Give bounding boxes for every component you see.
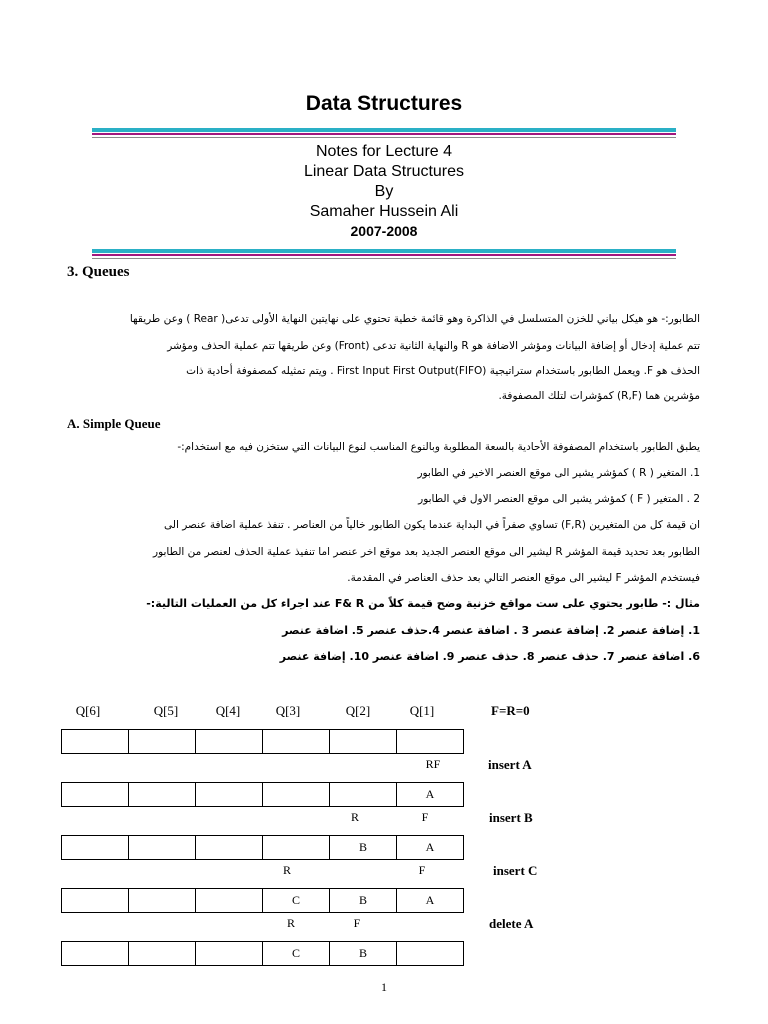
front-pointer-label: F <box>353 916 361 930</box>
divider <box>92 258 676 259</box>
pointer-label: RF <box>425 757 441 771</box>
queue-cell <box>128 782 195 807</box>
queue-index-label: Q[2] <box>345 703 371 718</box>
paragraph-line: تتم عملية إدخال أو إضافة البيانات ومؤشر الاضافة هو R والنهاية الثانية تدعى (Front) وعن طريقها تتم عملية الحذف ومؤشر <box>167 340 700 352</box>
divider <box>92 128 676 132</box>
operation-label: insert A <box>488 757 532 772</box>
divider <box>92 137 676 138</box>
queue-cell: B <box>329 888 396 913</box>
queue-cell: C <box>262 888 329 913</box>
queue-cell <box>128 941 195 966</box>
queue-array <box>61 835 464 860</box>
queue-cell <box>61 941 128 966</box>
queue-cell <box>61 888 128 913</box>
example-ops: 1. إضافة عنصر 2. إضافة عنصر 3 . اضافة عنصر 4.حذف عنصر 5. اضافة عنصر <box>282 624 700 637</box>
queue-cell <box>195 782 262 807</box>
queue-array <box>61 782 464 807</box>
queue-cell <box>195 835 262 860</box>
queue-index-label: Q[5] <box>153 703 179 718</box>
queue-array <box>61 941 464 966</box>
paragraph-line: فيستخدم المؤشر F ليشير الى موقع العنصر التالي بعد حذف العناصر في المقدمة. <box>347 572 700 584</box>
queue-cell <box>195 941 262 966</box>
operation-label: insert C <box>493 863 538 878</box>
page-title: Data Structures <box>305 92 463 115</box>
queue-cell <box>128 729 195 754</box>
queue-index-label: Q[4] <box>215 703 241 718</box>
queue-cell: B <box>329 941 396 966</box>
example-ops: 6. اضافة عنصر 7. حذف عنصر 8. حذف عنصر 9. اضافة عنصر 10. إضافة عنصر <box>279 650 700 663</box>
queue-cell <box>128 835 195 860</box>
queue-cell <box>195 729 262 754</box>
example-heading: مثال :- طابور يحتوي على ست مواقع خزنية وضح قيمة كلاً من F& R عند اجراء كل من العمليات التالية:- <box>146 597 700 610</box>
by-line: By <box>374 183 394 200</box>
init-state: F=R=0 <box>491 703 530 718</box>
queue-cell <box>61 835 128 860</box>
queue-cell <box>329 782 396 807</box>
queue-cell <box>396 729 464 754</box>
author-line: Samaher Hussein Ali <box>309 203 459 220</box>
queue-index-label: Q[3] <box>275 703 301 718</box>
queue-cell <box>329 729 396 754</box>
paragraph-line: الحذف هو F. ويعمل الطابور باستخدام ستراتيجية First Input First Output(FIFO) . ويتم تمثيله كمصفوفة أحادية ذات <box>186 365 700 377</box>
divider <box>92 249 676 253</box>
operation-label: insert B <box>489 810 533 825</box>
queue-cell <box>396 941 464 966</box>
queue-cell <box>262 782 329 807</box>
rear-pointer-label: R <box>282 863 291 877</box>
lecture-line: Notes for Lecture 4 <box>315 143 453 160</box>
list-item: 1. المتغير ( R ) كمؤشر يشير الى موقع العنصر الاخير في الطابور <box>417 467 700 479</box>
divider <box>92 254 676 256</box>
rear-pointer-label: R <box>286 916 295 930</box>
queue-cell: B <box>329 835 396 860</box>
queue-cell <box>61 782 128 807</box>
subsection-title: A. Simple Queue <box>67 416 161 431</box>
page-number: 1 <box>381 980 387 994</box>
queue-cell <box>128 888 195 913</box>
divider <box>92 133 676 135</box>
queue-index-label: Q[1] <box>409 703 435 718</box>
queue-cell <box>61 729 128 754</box>
queue-index-label: Q[6] <box>75 703 101 718</box>
front-pointer-label: F <box>418 863 426 877</box>
queue-array <box>61 729 464 754</box>
paragraph-line: الطابور بعد تحديد قيمة المؤشر R ليشير الى موقع العنصر الجديد بعد موقع اخر عنصر اما تنفيذ عملية الحذف لعنصر من الطابور <box>153 546 700 558</box>
topic-line: Linear Data Structures <box>303 163 465 180</box>
queue-cell: A <box>396 888 464 913</box>
queue-cell <box>262 729 329 754</box>
paragraph-line: يطبق الطابور باستخدام المصفوفة الأحادية بالسعة المطلوبة وبالنوع المناسب لنوع البيانات التي ستخزن فيه مع استخدام:- <box>177 441 700 453</box>
operation-label: delete A <box>489 916 534 931</box>
rear-pointer-label: R <box>350 810 359 824</box>
paragraph-line: ان قيمة كل من المتغيرين (F,R) تساوي صفراً في البداية عندما يكون الطابور خالياً من العناصر . تنفذ عملية اضافة عنصر الى <box>164 519 700 531</box>
paragraph-line: الطابور:- هو هيكل بياني للخزن المتسلسل في الذاكرة وهو قائمة خطية تحتوي على نهايتين النهاية الأولى تدعى( Rear ) وعن طريقها <box>129 313 700 325</box>
queue-cell <box>262 835 329 860</box>
list-item: 2 . المتغير ( F ) كمؤشر يشير الى موقع العنصر الاول في الطابور <box>418 493 700 505</box>
section-title: 3. Queues <box>67 264 130 280</box>
queue-cell: C <box>262 941 329 966</box>
queue-cell: A <box>396 835 464 860</box>
front-pointer-label: F <box>421 810 429 824</box>
paragraph-line: مؤشرين هما (R,F) كمؤشرات لتلك المصفوفة. <box>498 390 700 402</box>
year-line: 2007-2008 <box>350 223 418 239</box>
queue-array <box>61 888 464 913</box>
queue-cell: A <box>396 782 464 807</box>
queue-cell <box>195 888 262 913</box>
